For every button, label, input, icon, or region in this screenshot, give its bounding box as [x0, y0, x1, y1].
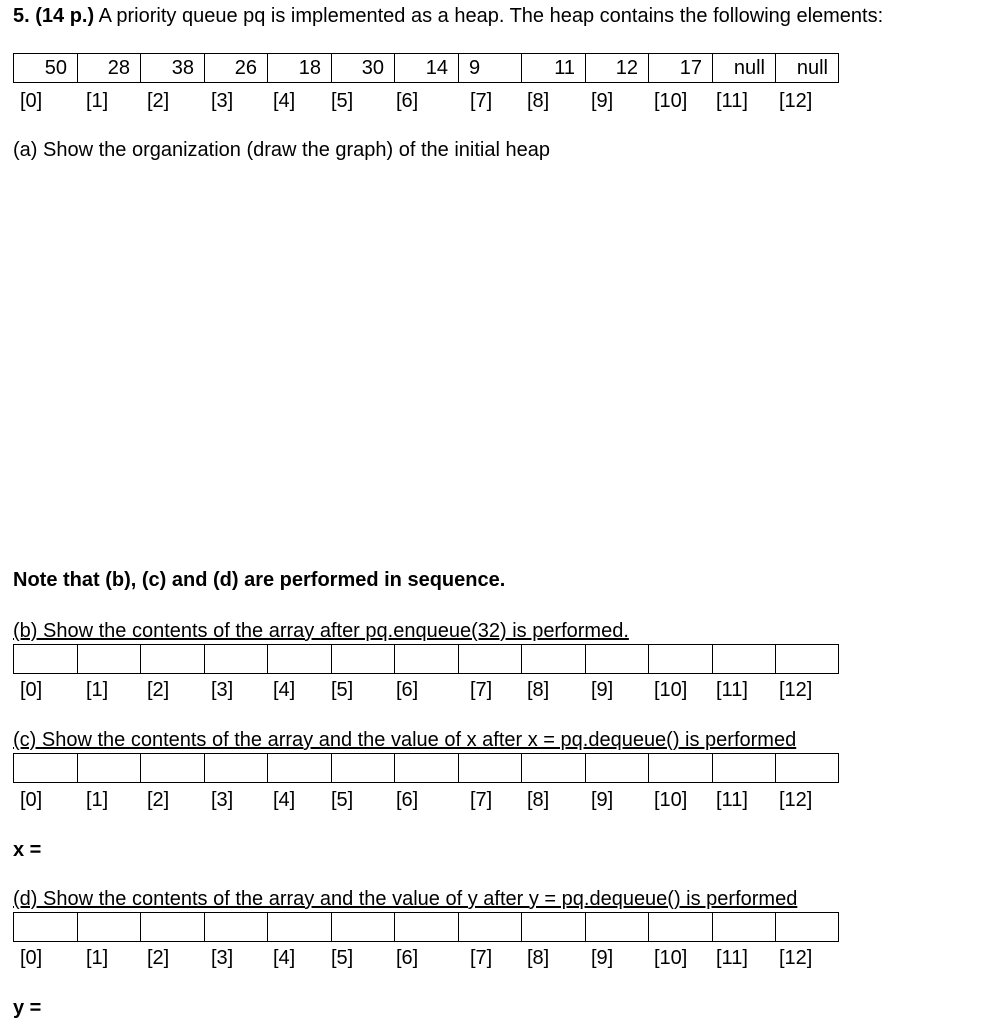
array-index-label: [10]	[654, 947, 688, 969]
array-index-label: [0]	[20, 789, 43, 811]
array-index-label: [5]	[331, 90, 354, 112]
array-index-label: [1]	[86, 789, 109, 811]
array-index-label: [7]	[470, 947, 493, 969]
array-index-label: [9]	[591, 679, 614, 701]
array-index-label: [10]	[654, 789, 688, 811]
array-index-label: [2]	[147, 679, 170, 701]
initial-array-cell: 26	[205, 53, 268, 83]
array-index-label: [10]	[654, 90, 688, 112]
answer-b-cell[interactable]	[205, 644, 268, 674]
answer-b-cell[interactable]	[776, 644, 839, 674]
array-index-label: [11]	[716, 679, 748, 701]
part-b-indices	[13, 678, 853, 702]
array-index-label: [4]	[273, 679, 296, 701]
answer-c-cell[interactable]	[205, 753, 268, 783]
array-index-label: [3]	[211, 90, 234, 112]
answer-c-cell[interactable]	[332, 753, 395, 783]
answer-d-cell[interactable]	[141, 912, 205, 942]
initial-array-cell: null	[776, 53, 839, 83]
array-index-label: [3]	[211, 947, 234, 969]
array-index-label: [7]	[470, 90, 493, 112]
initial-array-cell: 28	[78, 53, 141, 83]
array-index-label: [5]	[331, 789, 354, 811]
array-index-label: [2]	[147, 90, 170, 112]
array-index-label: [4]	[273, 947, 296, 969]
array-index-label: [3]	[211, 789, 234, 811]
answer-b-cell[interactable]	[649, 644, 713, 674]
part-a-prompt: (a) Show the organization (draw the graph) of the initial heap	[13, 139, 550, 161]
part-c-prompt: (c) Show the contents of the array and the value of x after x = pq.dequeue() is performed	[13, 729, 797, 751]
initial-array-cell: 50	[14, 53, 78, 83]
array-index-label: [8]	[527, 789, 550, 811]
part-b-answer-table	[13, 644, 839, 674]
array-index-label: [6]	[396, 789, 419, 811]
question-number: 5. (14 p.)	[13, 5, 95, 27]
array-index-label: [1]	[86, 90, 109, 112]
answer-b-cell[interactable]	[78, 644, 141, 674]
part-d-prompt: (d) Show the contents of the array and the value of y after y = pq.dequeue() is performed	[13, 888, 798, 910]
answer-c-cell[interactable]	[14, 753, 78, 783]
array-index-label: [0]	[20, 90, 43, 112]
part-c-indices	[13, 788, 853, 812]
initial-array-cell: 18	[268, 53, 332, 83]
array-index-label: [8]	[527, 679, 550, 701]
answer-d-cell[interactable]	[268, 912, 332, 942]
answer-b-cell[interactable]	[522, 644, 586, 674]
array-index-label: [5]	[331, 679, 354, 701]
array-index-label: [7]	[470, 679, 493, 701]
array-index-label: [9]	[591, 90, 614, 112]
answer-b-cell[interactable]	[586, 644, 649, 674]
answer-d-cell[interactable]	[14, 912, 78, 942]
array-index-label: [11]	[716, 789, 748, 811]
answer-b-cell[interactable]	[14, 644, 78, 674]
answer-d-cell[interactable]	[332, 912, 395, 942]
array-index-label: [12]	[779, 679, 813, 701]
array-index-label: [0]	[20, 947, 43, 969]
initial-array-cell: 30	[332, 53, 395, 83]
answer-c-cell[interactable]	[141, 753, 205, 783]
answer-c-cell[interactable]	[395, 753, 459, 783]
array-index-label: [5]	[331, 947, 354, 969]
answer-c-cell[interactable]	[713, 753, 776, 783]
answer-d-cell[interactable]	[586, 912, 649, 942]
array-index-label: [6]	[396, 679, 419, 701]
answer-b-cell[interactable]	[713, 644, 776, 674]
array-index-label: [4]	[273, 789, 296, 811]
array-index-label: [12]	[779, 947, 813, 969]
array-index-label: [12]	[779, 789, 813, 811]
part-d-answer-table	[13, 912, 839, 942]
initial-array-indices	[13, 89, 853, 113]
answer-d-cell[interactable]	[459, 912, 522, 942]
answer-b-cell[interactable]	[268, 644, 332, 674]
array-index-label: [4]	[273, 90, 296, 112]
question-text: A priority queue pq is implemented as a heap. The heap contains the following elements:	[94, 5, 884, 27]
answer-c-cell[interactable]	[522, 753, 586, 783]
initial-array-cell: 14	[395, 53, 459, 83]
array-index-label: [9]	[591, 789, 614, 811]
array-index-label: [11]	[716, 947, 748, 969]
part-b-prompt: (b) Show the contents of the array after pq.enqueue(32) is performed.	[13, 620, 629, 642]
answer-b-cell[interactable]	[459, 644, 522, 674]
answer-b-cell[interactable]	[395, 644, 459, 674]
answer-d-cell[interactable]	[522, 912, 586, 942]
answer-c-cell[interactable]	[268, 753, 332, 783]
part-c-answer-table	[13, 753, 839, 783]
answer-d-cell[interactable]	[649, 912, 713, 942]
array-index-label: [11]	[716, 90, 748, 112]
y-label: y =	[13, 997, 42, 1019]
array-index-label: [10]	[654, 679, 688, 701]
answer-d-cell[interactable]	[776, 912, 839, 942]
answer-b-cell[interactable]	[332, 644, 395, 674]
array-index-label: [6]	[396, 947, 419, 969]
array-index-label: [3]	[211, 679, 234, 701]
array-index-label: [12]	[779, 90, 813, 112]
answer-b-cell[interactable]	[141, 644, 205, 674]
answer-c-cell[interactable]	[78, 753, 141, 783]
initial-array-cell: 11	[522, 53, 586, 83]
initial-array-cell: null	[713, 53, 776, 83]
array-index-label: [6]	[396, 90, 419, 112]
answer-d-cell[interactable]	[713, 912, 776, 942]
array-index-label: [1]	[86, 947, 109, 969]
initial-array-cell: 12	[586, 53, 649, 83]
answer-c-cell[interactable]	[586, 753, 649, 783]
answer-d-cell[interactable]	[205, 912, 268, 942]
array-index-label: [2]	[147, 789, 170, 811]
answer-c-cell[interactable]	[459, 753, 522, 783]
answer-c-cell[interactable]	[776, 753, 839, 783]
array-index-label: [8]	[527, 90, 550, 112]
x-label: x =	[13, 839, 42, 861]
initial-array-cell: 9	[459, 53, 522, 83]
sequence-note: Note that (b), (c) and (d) are performed in sequence.	[13, 569, 506, 591]
array-index-label: [0]	[20, 679, 43, 701]
initial-array-cell: 38	[141, 53, 205, 83]
answer-d-cell[interactable]	[78, 912, 141, 942]
initial-array-cell: 17	[649, 53, 713, 83]
array-index-label: [2]	[147, 947, 170, 969]
initial-array-table	[13, 53, 839, 83]
question-header	[13, 4, 883, 28]
answer-d-cell[interactable]	[395, 912, 459, 942]
array-index-label: [1]	[86, 679, 109, 701]
answer-c-cell[interactable]	[649, 753, 713, 783]
array-index-label: [7]	[470, 789, 493, 811]
array-index-label: [9]	[591, 947, 614, 969]
part-d-indices	[13, 946, 853, 970]
array-index-label: [8]	[527, 947, 550, 969]
